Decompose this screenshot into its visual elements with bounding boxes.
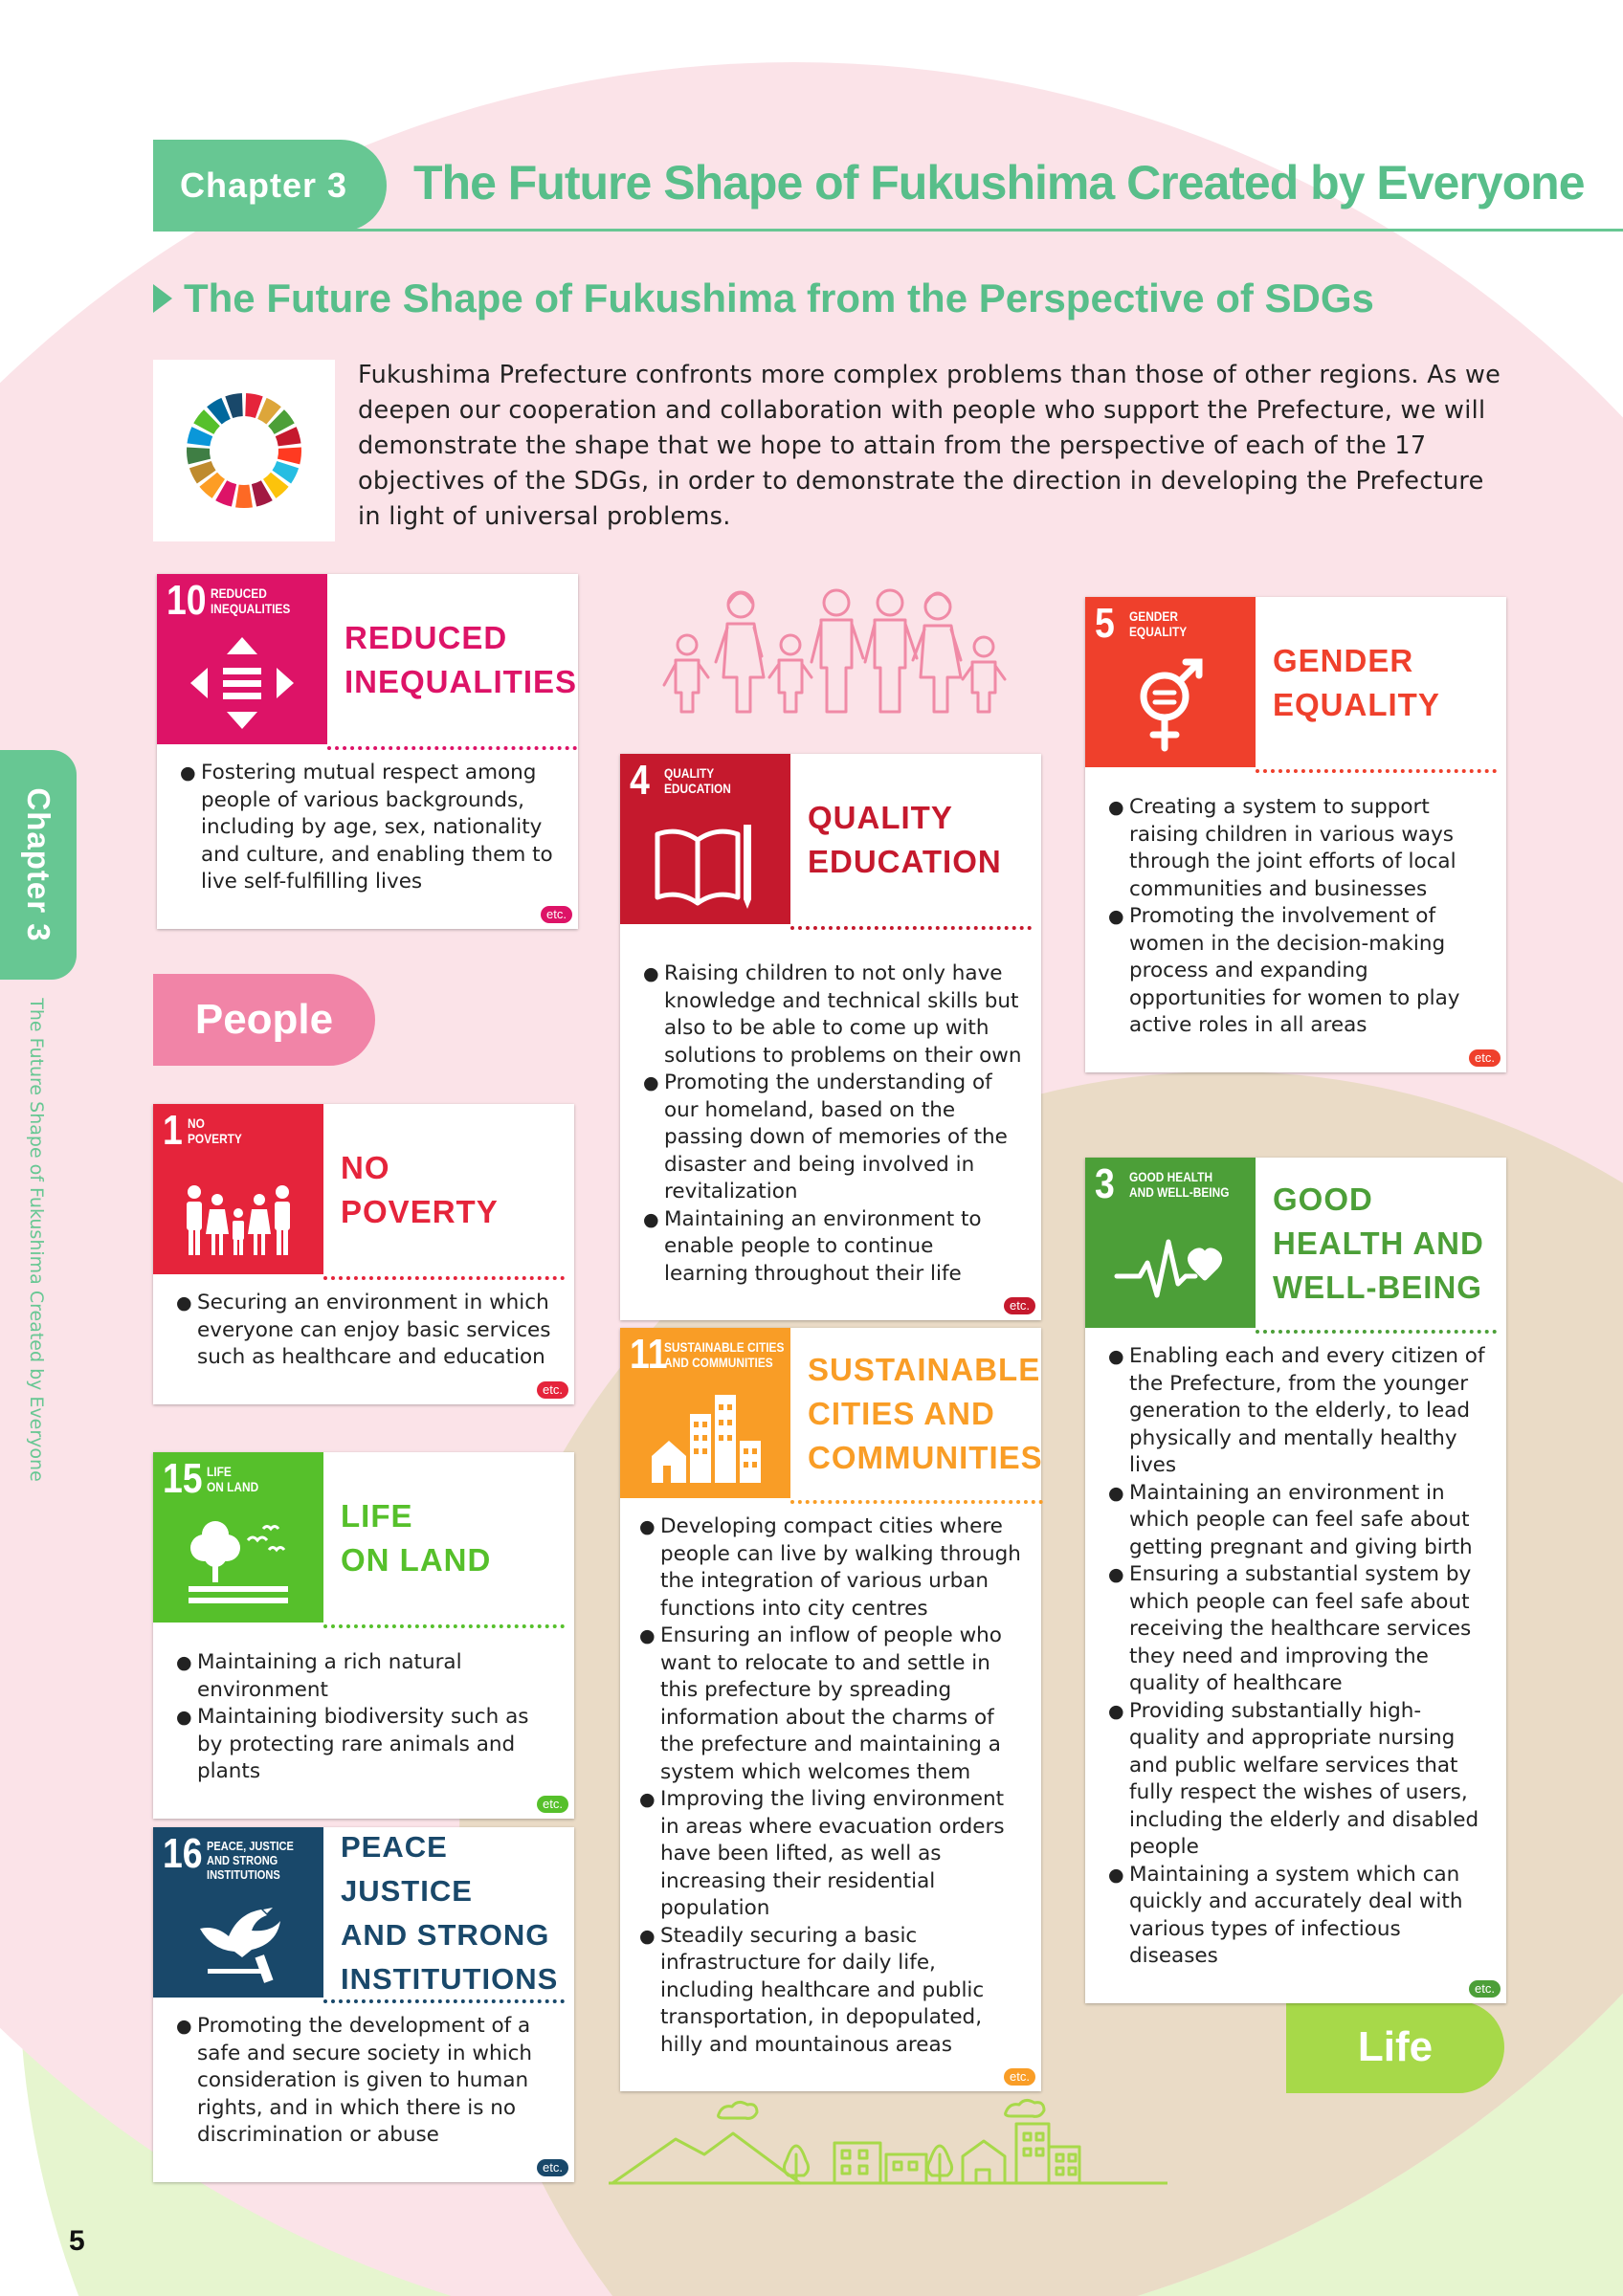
- goal-number: 5: [1095, 600, 1115, 647]
- card-title: LIFE ON LAND: [323, 1452, 565, 1628]
- list-item: ● Maintaining biodiversity such as by protecting rare animals and plants: [176, 1704, 555, 1786]
- goal-tile-label: QUALITY EDUCATION: [664, 765, 731, 796]
- gender-equality-icon: [1113, 656, 1228, 756]
- chapter-side-tab-label: Chapter 3: [21, 787, 56, 942]
- chapter-underline: [153, 229, 1623, 232]
- list-item: ● Maintaining an environment to enable people to continue learning throughout their life: [643, 1206, 1022, 1289]
- goal-tile-label: REDUCED INEQUALITIES: [211, 585, 291, 616]
- list-item: ● Promoting the involvement of women in the decision-making process and expanding opportunities for women to play active roles in all areas: [1108, 903, 1487, 1040]
- sdg-wheel-logo: [153, 360, 335, 541]
- goal-15-tile: [153, 1452, 323, 1623]
- goal-5-tile: [1085, 597, 1256, 767]
- quality-education-icon: [648, 813, 763, 913]
- sdg-wheel-segment: [235, 485, 253, 508]
- card-title: GOOD HEALTH AND WELL-BEING: [1256, 1158, 1497, 1334]
- people-category-label: People: [153, 974, 375, 1066]
- life-category-label: Life: [1286, 2001, 1504, 2093]
- list-item: ● Promoting the development of a safe and secure society in which consideration is given to human rights, and in which there is no discrimination or abuse: [176, 2013, 555, 2150]
- goal-number: 11: [630, 1331, 668, 1378]
- goal-number: 4: [630, 757, 650, 804]
- list-item: ● Enabling each and every citizen of the Prefecture, from the younger generation to the elderly, to lead physically and mentally healthy lives: [1108, 1343, 1487, 1480]
- chapter-title: The Future Shape of Fukushima Created by Everyone: [413, 156, 1585, 210]
- goal-tile-label: SUSTAINABLE CITIES AND COMMUNITIES: [664, 1339, 785, 1370]
- chapter-badge: Chapter 3: [153, 140, 387, 232]
- family-illustration: [658, 585, 1012, 716]
- list-item: ● Maintaining a system which can quickly and accurately deal with various types of infectious diseases: [1108, 1862, 1487, 1971]
- card-title: SUSTAINABLE CITIES AND COMMUNITIES: [790, 1328, 1043, 1504]
- section-title: The Future Shape of Fukushima from the Perspective of SDGs: [184, 276, 1374, 320]
- list-item: ● Steadily securing a basic infrastructure for daily life, including healthcare and public transportation, in depopulated, hilly and mountainous areas: [639, 1923, 1022, 2060]
- good-health-icon: [1113, 1217, 1228, 1316]
- card-title: QUALITY EDUCATION: [790, 754, 1032, 930]
- sdg-card-16: [153, 1827, 574, 2182]
- etc-badge: etc.: [1004, 1297, 1035, 1314]
- goal-number: 16: [163, 1830, 203, 1877]
- goal-number: 10: [167, 577, 207, 624]
- goal-tile-label: GENDER EQUALITY: [1129, 608, 1188, 639]
- goal-number: 15: [163, 1455, 203, 1502]
- intro-paragraph: Fukushima Prefecture confronts more complex problems than those of other regions. As we deepen our cooperation and collaboration with people who support the Prefecture, we will demonstrate the shape that we hope to attain from the perspective of each of the 17 objectives of the SDGs, in order to demonstrate the direction in developing the Prefecture in light of universal problems.: [358, 361, 1501, 531]
- etc-badge: etc.: [1469, 1980, 1501, 1998]
- card-title: NO POVERTY: [323, 1104, 565, 1280]
- card-bullet-list: [1085, 1330, 1506, 2003]
- etc-badge: etc.: [1004, 2068, 1035, 2086]
- goal-11-tile: [620, 1328, 790, 1498]
- goal-4-tile: [620, 754, 790, 924]
- sdg-card-3: [1085, 1158, 1506, 2003]
- etc-badge: etc.: [541, 906, 572, 923]
- peace-justice-icon: [181, 1887, 296, 1986]
- sdg-card-10: [157, 574, 578, 929]
- goal-tile-label: PEACE, JUSTICE AND STRONG INSTITUTIONS: [207, 1839, 294, 1882]
- sdg-card-1: [153, 1104, 574, 1404]
- card-bullet-list: [157, 746, 578, 929]
- section-heading: [153, 276, 1374, 321]
- list-item: ● Securing an environment in which everyone can enjoy basic services such as healthcare and education: [176, 1290, 555, 1372]
- etc-badge: etc.: [537, 2159, 568, 2176]
- sdg-wheel-segment: [278, 448, 301, 465]
- goal-number: 3: [1095, 1160, 1115, 1207]
- sdg-wheel-segment: [187, 448, 211, 465]
- list-item: ● Maintaining a rich natural environment: [176, 1649, 555, 1704]
- card-bullet-list: [153, 1276, 574, 1404]
- list-item: ● Providing substantially high-quality and appropriate nursing and public welfare services that fully respect the wishes of users, including the elderly and disabled people: [1108, 1698, 1487, 1862]
- sdg-card-11: [620, 1328, 1041, 2091]
- sdg-card-15: [153, 1452, 574, 1819]
- goal-1-tile: [153, 1104, 323, 1274]
- card-bullet-list: [620, 1500, 1041, 2091]
- list-item: ● Improving the living environment in areas where evacuation orders have been lifted, as well as increasing their residential population: [639, 1786, 1022, 1923]
- etc-badge: etc.: [537, 1381, 568, 1399]
- sdg-card-4: [620, 754, 1041, 1320]
- cityscape-illustration: [609, 2091, 1167, 2187]
- list-item: ● Maintaining an environment in which people can feel safe about getting pregnant and giving birth: [1108, 1480, 1487, 1562]
- etc-badge: etc.: [1469, 1049, 1501, 1067]
- chapter-side-caption: The Future Shape of Fukushima Created by Everyone: [26, 998, 47, 1482]
- list-item: ● Promoting the understanding of our homeland, based on the passing down of memories of the disaster and being involved in revitalization: [643, 1070, 1022, 1206]
- card-title: PEACE JUSTICE AND STRONG INSTITUTIONS: [323, 1827, 565, 2003]
- etc-badge: etc.: [537, 1796, 568, 1813]
- list-item: ● Ensuring an inflow of people who want to relocate to and settle in this prefecture by spreading information about the charms of the prefecture and maintaining a system which welcomes them: [639, 1623, 1022, 1786]
- card-bullet-list: [620, 926, 1041, 1320]
- sdg-wheel-icon: [185, 391, 303, 510]
- list-item: ● Creating a system to support raising children in various ways through the joint efforts of local communities and businesses: [1108, 794, 1487, 903]
- list-item: ● Developing compact cities where people can live by walking through the integration of various urban functions into city centres: [639, 1513, 1022, 1623]
- page-number: 5: [69, 2225, 85, 2257]
- goal-tile-label: LIFE ON LAND: [207, 1464, 259, 1494]
- sdg-card-5: [1085, 597, 1506, 1072]
- list-item: ● Raising children to not only have knowledge and technical skills but also to be able to come up with solutions to problems on their own: [643, 960, 1022, 1070]
- goal-10-tile: [157, 574, 327, 744]
- card-title: GENDER EQUALITY: [1256, 597, 1497, 773]
- sustainable-cities-icon: [648, 1387, 763, 1487]
- goal-tile-label: GOOD HEALTH AND WELL-BEING: [1129, 1169, 1230, 1200]
- reduced-inequalities-icon: [185, 633, 300, 733]
- card-bullet-list: [1085, 769, 1506, 1072]
- no-poverty-icon: [181, 1163, 296, 1263]
- goal-tile-label: NO POVERTY: [188, 1115, 242, 1146]
- goal-number: 1: [163, 1107, 183, 1154]
- card-bullet-list: [153, 1624, 574, 1819]
- triangle-bullet-icon: [153, 284, 172, 313]
- card-title: REDUCED INEQUALITIES: [327, 574, 577, 750]
- life-on-land-icon: [181, 1512, 296, 1611]
- goal-16-tile: [153, 1827, 323, 1998]
- goal-3-tile: [1085, 1158, 1256, 1328]
- list-item: ● Ensuring a substantial system by which people can feel safe about receiving the healthcare services they need and improving the quality of healthcare: [1108, 1561, 1487, 1698]
- card-bullet-list: [153, 1999, 574, 2182]
- list-item: ● Fostering mutual respect among people of various backgrounds, including by age, sex, nationality and culture, and enabling them to live self-fulfilling lives: [180, 760, 559, 896]
